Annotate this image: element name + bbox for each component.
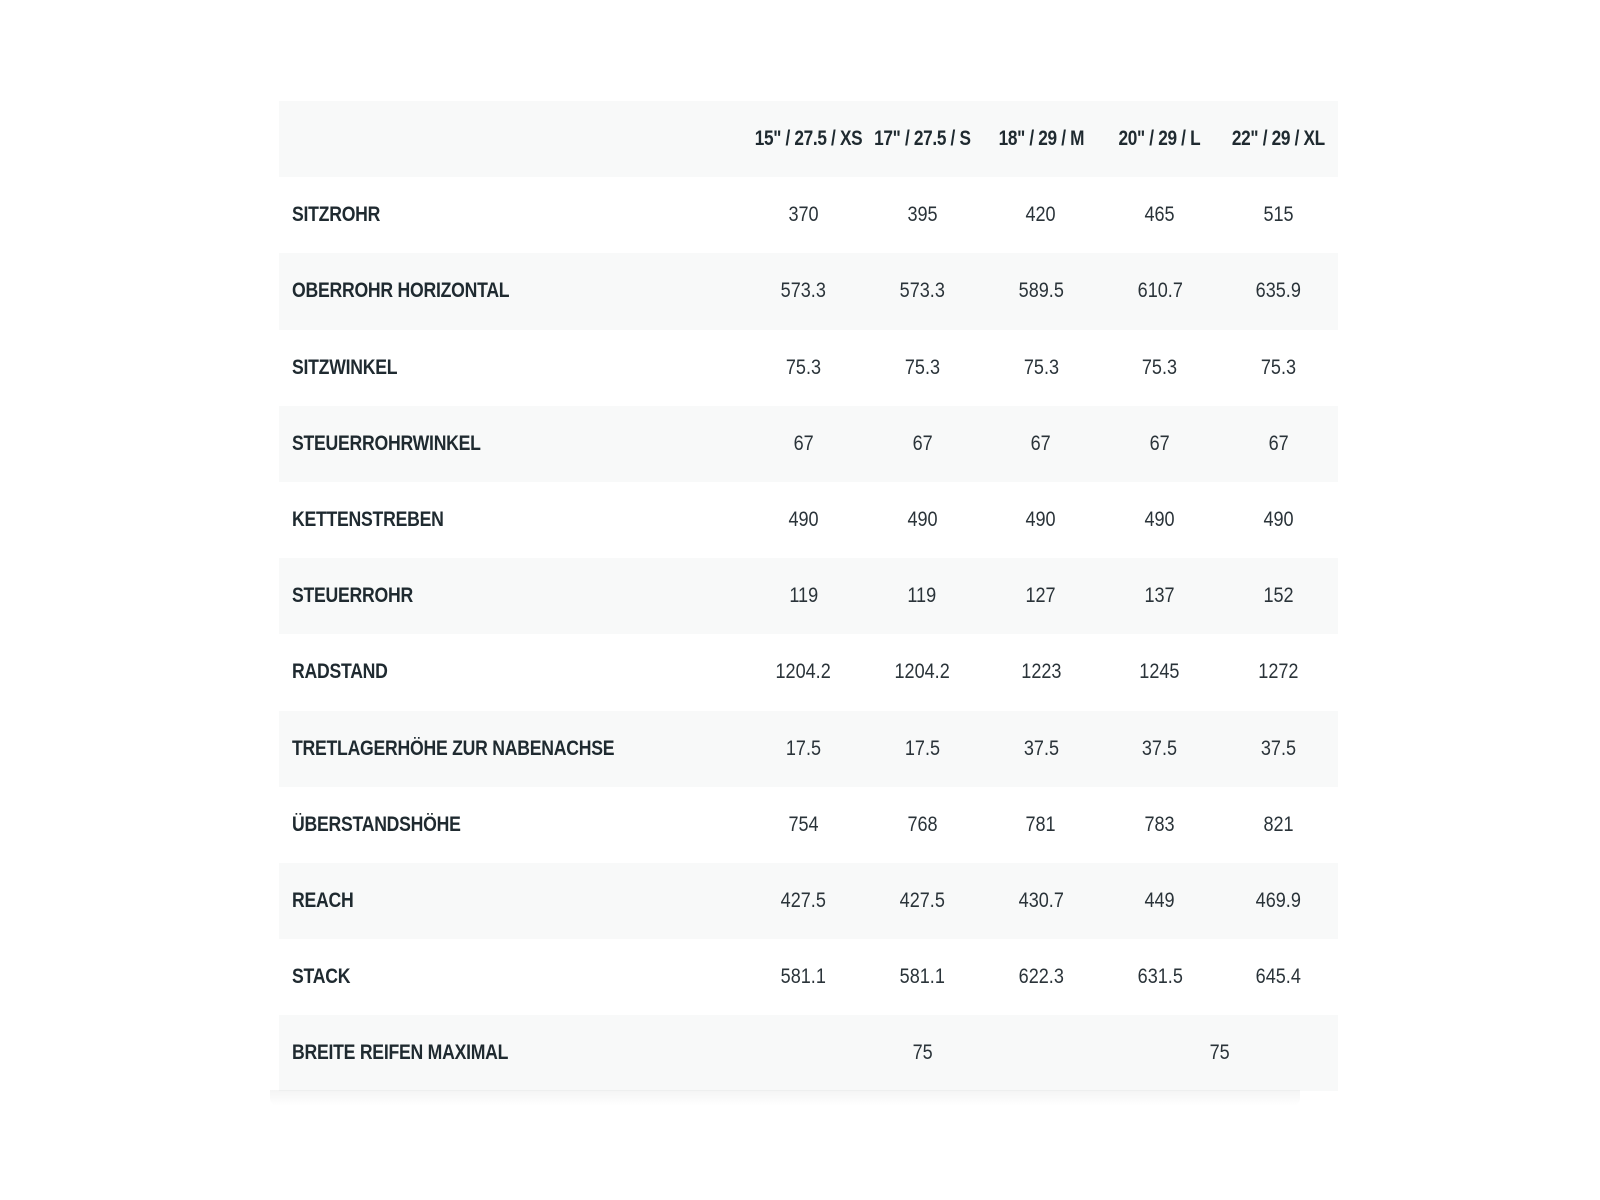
table-row-sitzrohr [279, 177, 1338, 253]
value-cell [982, 711, 1101, 787]
value-cell [982, 863, 1101, 939]
value-text: 152 [1263, 584, 1294, 608]
value-text: 370 [788, 203, 819, 227]
value-cell [744, 177, 863, 253]
value-cell [1219, 939, 1338, 1015]
row-label-text: OBERROHR HORIZONTAL [292, 279, 510, 303]
value-text: 1272 [1258, 660, 1299, 684]
size-header-s: 17" / 27.5 / S [873, 127, 971, 151]
row-label [279, 482, 744, 558]
value-cell [744, 482, 863, 558]
value-text: 37.5 [1023, 736, 1059, 760]
value-cell [1100, 634, 1219, 710]
value-text: 75.3 [785, 355, 821, 379]
value-text: 469.9 [1255, 888, 1302, 912]
value-cell [1219, 558, 1338, 634]
value-cell [1219, 406, 1338, 482]
value-cell [744, 330, 863, 406]
size-header-xs: 15" / 27.5 / XS [754, 127, 863, 151]
value-cell [744, 939, 863, 1015]
value-cell [982, 406, 1101, 482]
table-row-oberrohr-horizontal [279, 253, 1338, 329]
table-row-breite-reifen-maximal [279, 1015, 1338, 1091]
row-label [279, 787, 744, 863]
value-text: 67 [793, 431, 814, 455]
value-text: 449 [1144, 888, 1175, 912]
row-label [279, 863, 744, 939]
row-label [279, 253, 744, 329]
value-text: 768 [907, 812, 938, 836]
value-text: 137 [1144, 584, 1175, 608]
value-text: 420 [1025, 203, 1057, 227]
value-cell [1100, 711, 1219, 787]
row-label [279, 330, 744, 406]
value-text: 754 [788, 812, 819, 836]
value-text: 75 [1209, 1041, 1230, 1065]
row-label-text: KETTENSTREBEN [292, 508, 444, 532]
value-cell [1219, 253, 1338, 329]
value-text: 589.5 [1018, 279, 1064, 303]
value-cell [1100, 406, 1219, 482]
row-label-text: TRETLAGERHÖHE ZUR NABENACHSE [292, 736, 615, 760]
value-text: 490 [907, 508, 938, 532]
value-cell [863, 330, 982, 406]
value-cell [1219, 482, 1338, 558]
value-text: 821 [1263, 812, 1294, 836]
row-label-text: STACK [292, 965, 351, 989]
value-cell [982, 253, 1101, 329]
value-text: 490 [1025, 508, 1057, 532]
value-text: 430.7 [1018, 888, 1064, 912]
value-text: 610.7 [1137, 279, 1183, 303]
value-cell-merged [744, 1015, 1100, 1091]
value-text: 427.5 [780, 888, 826, 912]
value-text: 37.5 [1261, 736, 1297, 760]
value-text: 581.1 [780, 965, 826, 989]
value-text: 119 [789, 584, 818, 608]
value-cell [1100, 177, 1219, 253]
row-label-text: STEUERROHR [292, 584, 413, 608]
value-text: 1245 [1139, 660, 1180, 684]
value-text: 622.3 [1018, 965, 1064, 989]
table-row-steuerrohrwinkel [279, 406, 1338, 482]
row-label-text: BREITE REIFEN MAXIMAL [292, 1041, 509, 1065]
value-text: 631.5 [1137, 965, 1183, 989]
value-text: 573.3 [780, 279, 826, 303]
value-cell [1219, 330, 1338, 406]
row-label [279, 711, 744, 787]
value-cell [744, 787, 863, 863]
value-text: 119 [907, 584, 937, 608]
value-cell [863, 711, 982, 787]
value-cell [1219, 177, 1338, 253]
table-bottom-shadow [270, 1090, 1300, 1106]
value-text: 67 [1268, 431, 1289, 455]
value-text: 783 [1144, 812, 1175, 836]
value-cell [863, 634, 982, 710]
row-label [279, 558, 744, 634]
value-cell [1100, 482, 1219, 558]
table-row-ueberstandshoehe [279, 787, 1338, 863]
value-cell [1100, 863, 1219, 939]
table-row-stack [279, 939, 1338, 1015]
row-label-text: RADSTAND [292, 660, 388, 684]
value-cell [1100, 253, 1219, 329]
value-cell [863, 939, 982, 1015]
value-cell [863, 558, 982, 634]
value-cell [1219, 634, 1338, 710]
value-cell-merged [1100, 1015, 1338, 1091]
table-row-radstand [279, 634, 1338, 710]
value-cell [1100, 558, 1219, 634]
size-header-l: 20" / 29 / L [1118, 127, 1201, 151]
value-cell [863, 177, 982, 253]
row-label-text: REACH [292, 888, 354, 912]
value-text: 75.3 [1023, 355, 1059, 379]
size-header-row [279, 101, 1338, 177]
table-row-reach [279, 863, 1338, 939]
value-text: 17.5 [904, 736, 940, 760]
value-text: 490 [788, 508, 819, 532]
value-cell [982, 634, 1101, 710]
value-cell [1219, 787, 1338, 863]
value-text: 37.5 [1142, 736, 1178, 760]
value-cell [1219, 863, 1338, 939]
value-cell [982, 939, 1101, 1015]
value-cell [982, 482, 1101, 558]
value-text: 581.1 [899, 965, 945, 989]
size-header-xl: 22" / 29 / XL [1232, 127, 1326, 151]
value-text: 395 [907, 203, 938, 227]
value-cell [1100, 939, 1219, 1015]
value-cell [863, 863, 982, 939]
value-text: 515 [1263, 203, 1294, 227]
value-cell [744, 863, 863, 939]
value-cell [744, 634, 863, 710]
value-text: 75.3 [904, 355, 940, 379]
value-cell [863, 406, 982, 482]
value-text: 1204.2 [894, 660, 950, 684]
value-text: 635.9 [1255, 279, 1302, 303]
value-cell [744, 406, 863, 482]
row-label [279, 939, 744, 1015]
value-cell [744, 558, 863, 634]
row-label [279, 177, 744, 253]
value-cell [982, 787, 1101, 863]
row-label-text: SITZWINKEL [292, 355, 398, 379]
value-cell [863, 253, 982, 329]
header-corner-cell [279, 101, 744, 177]
value-text: 75.3 [1261, 355, 1297, 379]
geometry-table [279, 101, 1338, 1091]
value-cell [863, 787, 982, 863]
value-cell [982, 558, 1101, 634]
value-cell [982, 330, 1101, 406]
value-text: 17.5 [785, 736, 821, 760]
row-label [279, 406, 744, 482]
value-text: 781 [1025, 812, 1057, 836]
value-cell [863, 482, 982, 558]
row-label [279, 1015, 744, 1091]
value-cell [1100, 330, 1219, 406]
row-label-text: SITZROHR [292, 203, 381, 227]
row-label-text: STEUERROHRWINKEL [292, 431, 481, 455]
size-header-m: 18" / 29 / M [998, 127, 1084, 151]
row-label-text: ÜBERSTANDSHÖHE [292, 812, 461, 836]
table-row-tretlagerhoehe [279, 711, 1338, 787]
value-text: 75.3 [1142, 355, 1178, 379]
value-text: 465 [1144, 203, 1175, 227]
value-text: 67 [912, 431, 933, 455]
value-text: 1204.2 [775, 660, 832, 684]
value-text: 490 [1263, 508, 1294, 532]
value-cell [982, 177, 1101, 253]
value-text: 573.3 [899, 279, 945, 303]
value-text: 67 [1030, 431, 1052, 455]
value-cell [744, 711, 863, 787]
value-text: 427.5 [899, 888, 945, 912]
row-label [279, 634, 744, 710]
value-cell [1219, 711, 1338, 787]
table-row-sitzwinkel [279, 330, 1338, 406]
value-text: 67 [1149, 431, 1170, 455]
value-text: 1223 [1020, 660, 1062, 684]
value-text: 127 [1025, 584, 1057, 608]
value-text: 645.4 [1255, 965, 1302, 989]
value-text: 490 [1144, 508, 1175, 532]
value-cell [744, 253, 863, 329]
value-text: 75 [912, 1041, 933, 1065]
value-cell [1100, 787, 1219, 863]
table-row-kettenstreben [279, 482, 1338, 558]
table-row-steuerrohr [279, 558, 1338, 634]
